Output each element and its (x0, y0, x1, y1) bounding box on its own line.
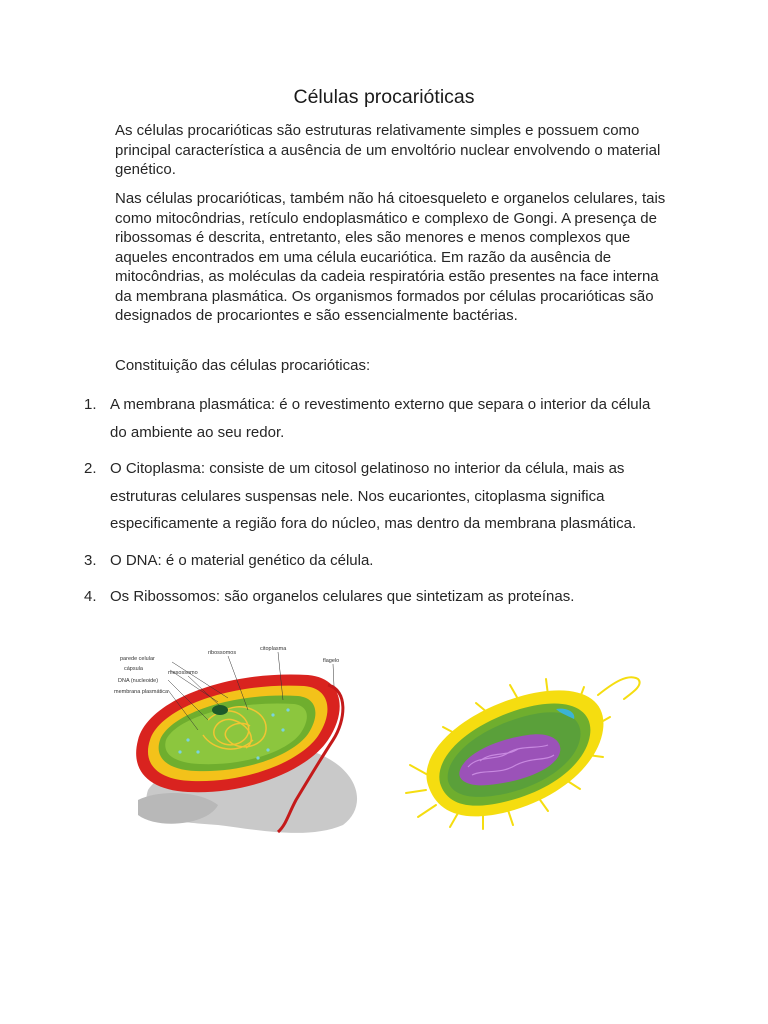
prokaryotic-cell-diagram (108, 640, 370, 836)
section-heading: Constituição das células procarióticas: (115, 357, 371, 374)
list-number: 1. (84, 396, 97, 413)
label-mesossomo: mesossomo (168, 670, 198, 676)
list-item-text: Os Ribossomos: são organelos celulares que sintetizam as proteínas. (110, 588, 575, 605)
label-capsula: cápsula (124, 666, 143, 672)
label-flagelo: flagelo (323, 658, 340, 664)
body-paragraph: Nas células procarióticas, também não há citoesqueleto e organelos celulares, tais como mitocôndrias, retículo endoplasmático e complexo de Gongi. A presença de ribossomas é descrita, entretanto, eles são menores e menos complexos que aqueles encontrados em uma célula eucariótica. Em razão da ausência de mitocôndrias, as moléculas da cadeia respiratória estão presentes na face interna da membrana plasmática. Os organismos formados por células procarióticas são designados de procariontes e são essencialmente bactérias. (115, 190, 666, 324)
label-membrana: membrana plasmática (114, 689, 169, 695)
list-item-text: A membrana plasmática: é o revestimento externo que separa o interior da célula do ambiente ao seu redor. (110, 396, 651, 441)
intro-paragraph: As células procarióticas são estruturas relativamente simples e possuem como principal característica a ausência de um envoltório nuclear envolvendo o material genético. (115, 122, 661, 178)
label-parede-celular: parede celular (120, 656, 155, 662)
list-number: 3. (84, 551, 97, 569)
list-number: 4. (84, 588, 97, 605)
bacterium-illustration (388, 665, 646, 830)
page-title: Células procarióticas (293, 86, 475, 108)
list-item (84, 583, 664, 611)
label-ribossomos: ribossomos (208, 650, 237, 656)
list-number: 2. (84, 460, 97, 477)
list-item (84, 391, 664, 446)
list-item-text: O DNA: é o material genético da célula. (110, 551, 374, 569)
list-item (84, 455, 664, 538)
constitution-list (84, 391, 664, 620)
label-dna: DNA (nucleoide) (118, 678, 159, 684)
list-item (84, 547, 664, 575)
label-citoplasma: citoplasma (260, 646, 287, 652)
list-item-text: O Citoplasma: consiste de um citosol gelatinoso no interior da célula, mais as estruturas celulares suspensas nele. Nos eucariontes, citoplasma significa especificamente a região fora do núcleo, mas dentro da membrana plasmática. (110, 460, 637, 532)
